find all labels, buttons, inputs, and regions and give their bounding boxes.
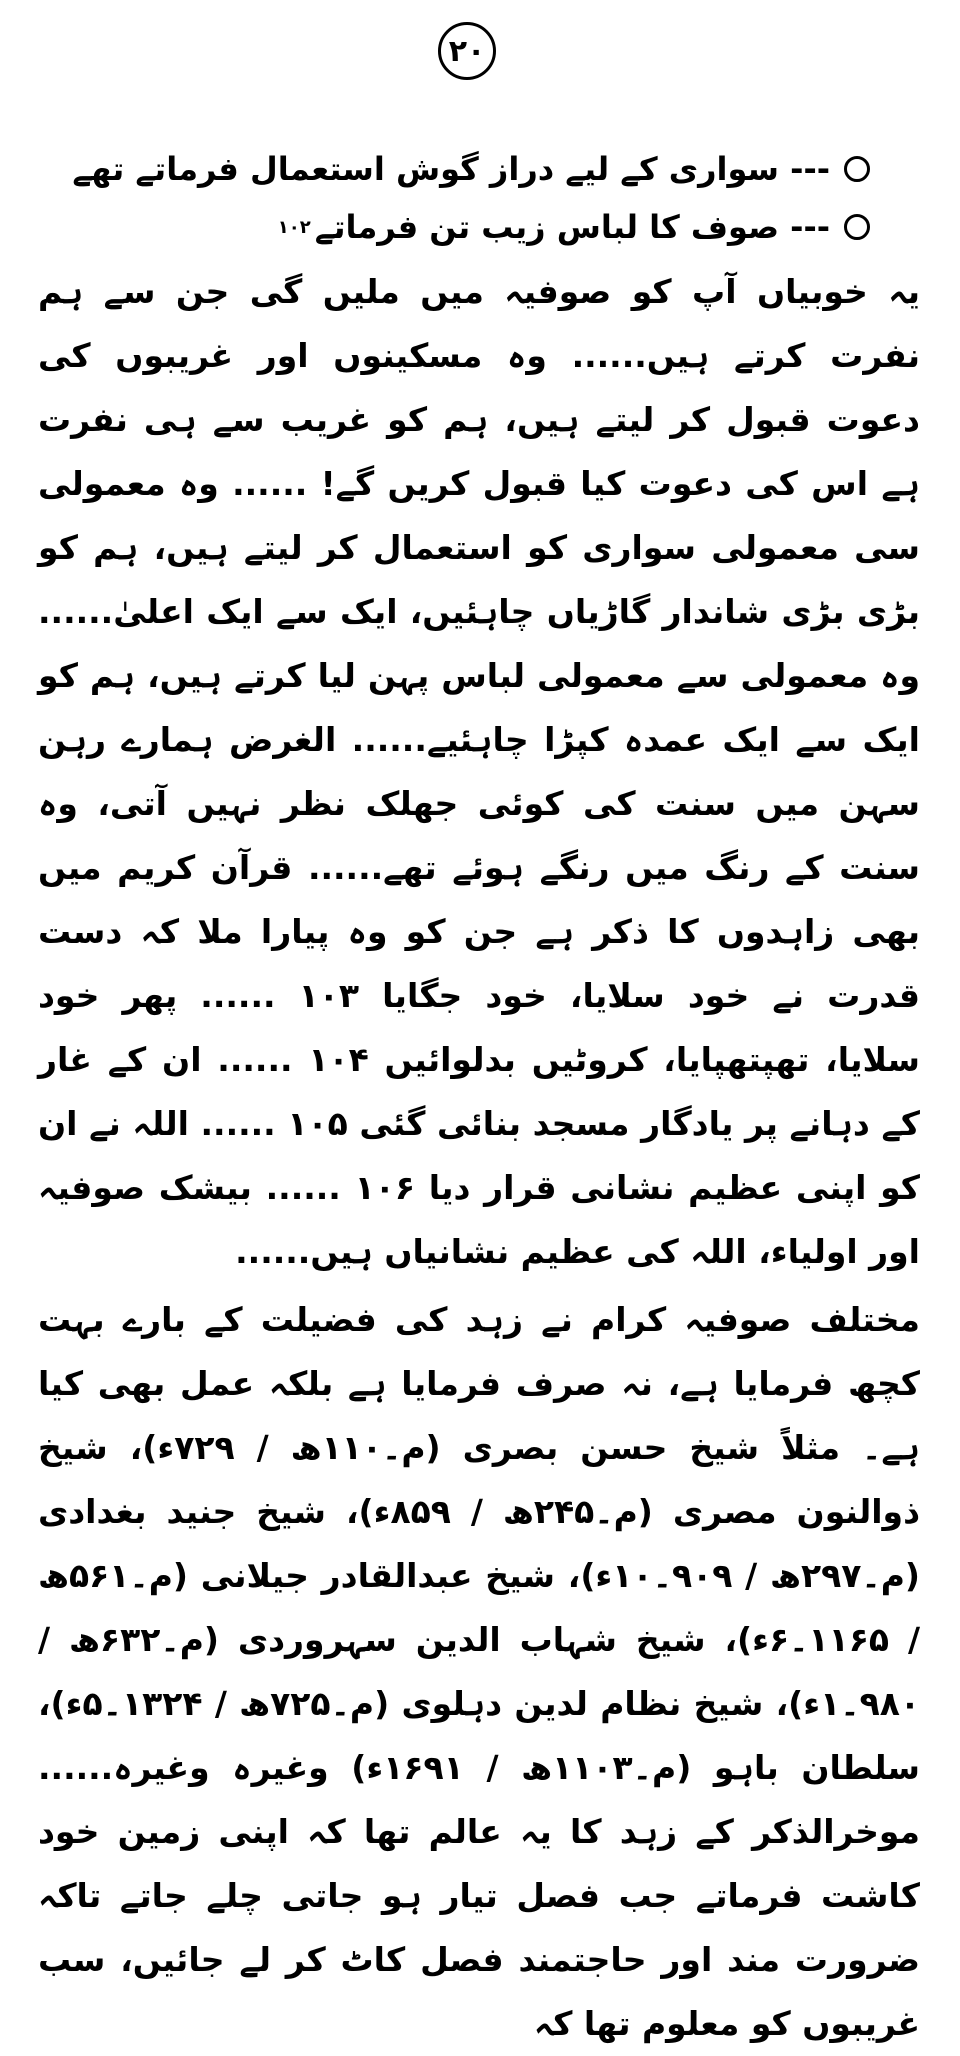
body-text xyxy=(38,260,920,2056)
bullet-list xyxy=(60,140,910,256)
bullet-text: --- سواری کے لیے دراز گوش استعمال فرماتے تھے xyxy=(72,150,830,188)
page-number-text: ۲۰ xyxy=(448,33,486,69)
circle-bullet-icon xyxy=(844,156,870,182)
page-number xyxy=(438,22,496,80)
footnote-ref: ۱۰۲ xyxy=(277,216,311,238)
bullet-item xyxy=(60,198,910,256)
bullet-item xyxy=(60,140,910,198)
circle-bullet-icon xyxy=(844,214,870,240)
paragraph: یہ خوبیاں آپ کو صوفیہ میں ملیں گی جن سے ہم نفرت کرتے ہیں...... وہ مسکینوں اور غریبوں کی دعوت قبول کر لیتے ہیں، ہم کو غریب سے ہی نفرت ہے اس کی دعوت کیا قبول کریں گے! ...... وہ معمولی سی معمولی سواری کو استعمال کر لیتے ہیں، ہم کو بڑی بڑی شاندار گاڑیاں چاہئیں، ایک سے ایک اعلیٰ...... وہ معمولی سے معمولی لباس پہن لیا کرتے ہیں، ہم کو ایک سے ایک عمدہ کپڑا چاہئیے...... الغرض ہمارے رہن سہن میں سنت کی کوئی جھلک نظر نہیں آتی، وہ سنت کے رنگ میں رنگے ہوئے تھے...... قرآن کریم میں بھی زاہدوں کا ذکر ہے جن کو وہ پیارا ملا کہ دست قدرت نے خود سلایا، خود جگایا ۱۰۳ ...... پھر خود سلایا، تھپتھپایا، کروٹیں بدلوائیں ۱۰۴ ...... ان کے غار کے دہانے پر یادگار مسجد بنائی گئی ۱۰۵ ...... اللہ نے ان کو اپنی عظیم نشانی قرار دیا ۱۰۶ ...... بیشک صوفیہ اور اولیاء، اللہ کی عظیم نشانیاں ہیں...... xyxy=(38,272,921,1271)
paragraph: مختلف صوفیہ کرام نے زہد کی فضیلت کے بارے بہت کچھ فرمایا ہے، نہ صرف فرمایا ہے بلکہ عمل بھی کیا ہے۔ مثلاً شیخ حسن بصری (م۔۱۱۰ھ / ۷۲۹ء)، شیخ ذوالنون مصری (م۔۲۴۵ھ / ۸۵۹ء)، شیخ جنید بغدادی (م۔۲۹۷ھ / ۹۰۹۔۱۰ء)، شیخ عبدالقادر جیلانی (م۔۵۶۱ھ / ۱۱۶۵۔۶ء)، شیخ شہاب الدین سہروردی (م۔۶۳۲ھ / ۹۸۰۔۱ء)، شیخ نظام لدین دہلوی (م۔۷۲۵ھ / ۱۳۲۴۔۵ء)، سلطان باہو (م۔۱۱۰۳ھ / ۱۶۹۱ء) وغیرہ وغیرہ...... موخرالذکر کے زہد کا یہ عالم تھا کہ اپنی زمین خود کاشت فرماتے جب فصل تیار ہو جاتی چلے جاتے تاکہ ضرورت مند اور حاجتمند فصل کاٹ کر لے جائیں، سب غریبوں کو معلوم تھا کہ xyxy=(38,1300,921,2043)
bullet-text: --- صوف کا لباس زیب تن فرماتے xyxy=(314,208,830,246)
